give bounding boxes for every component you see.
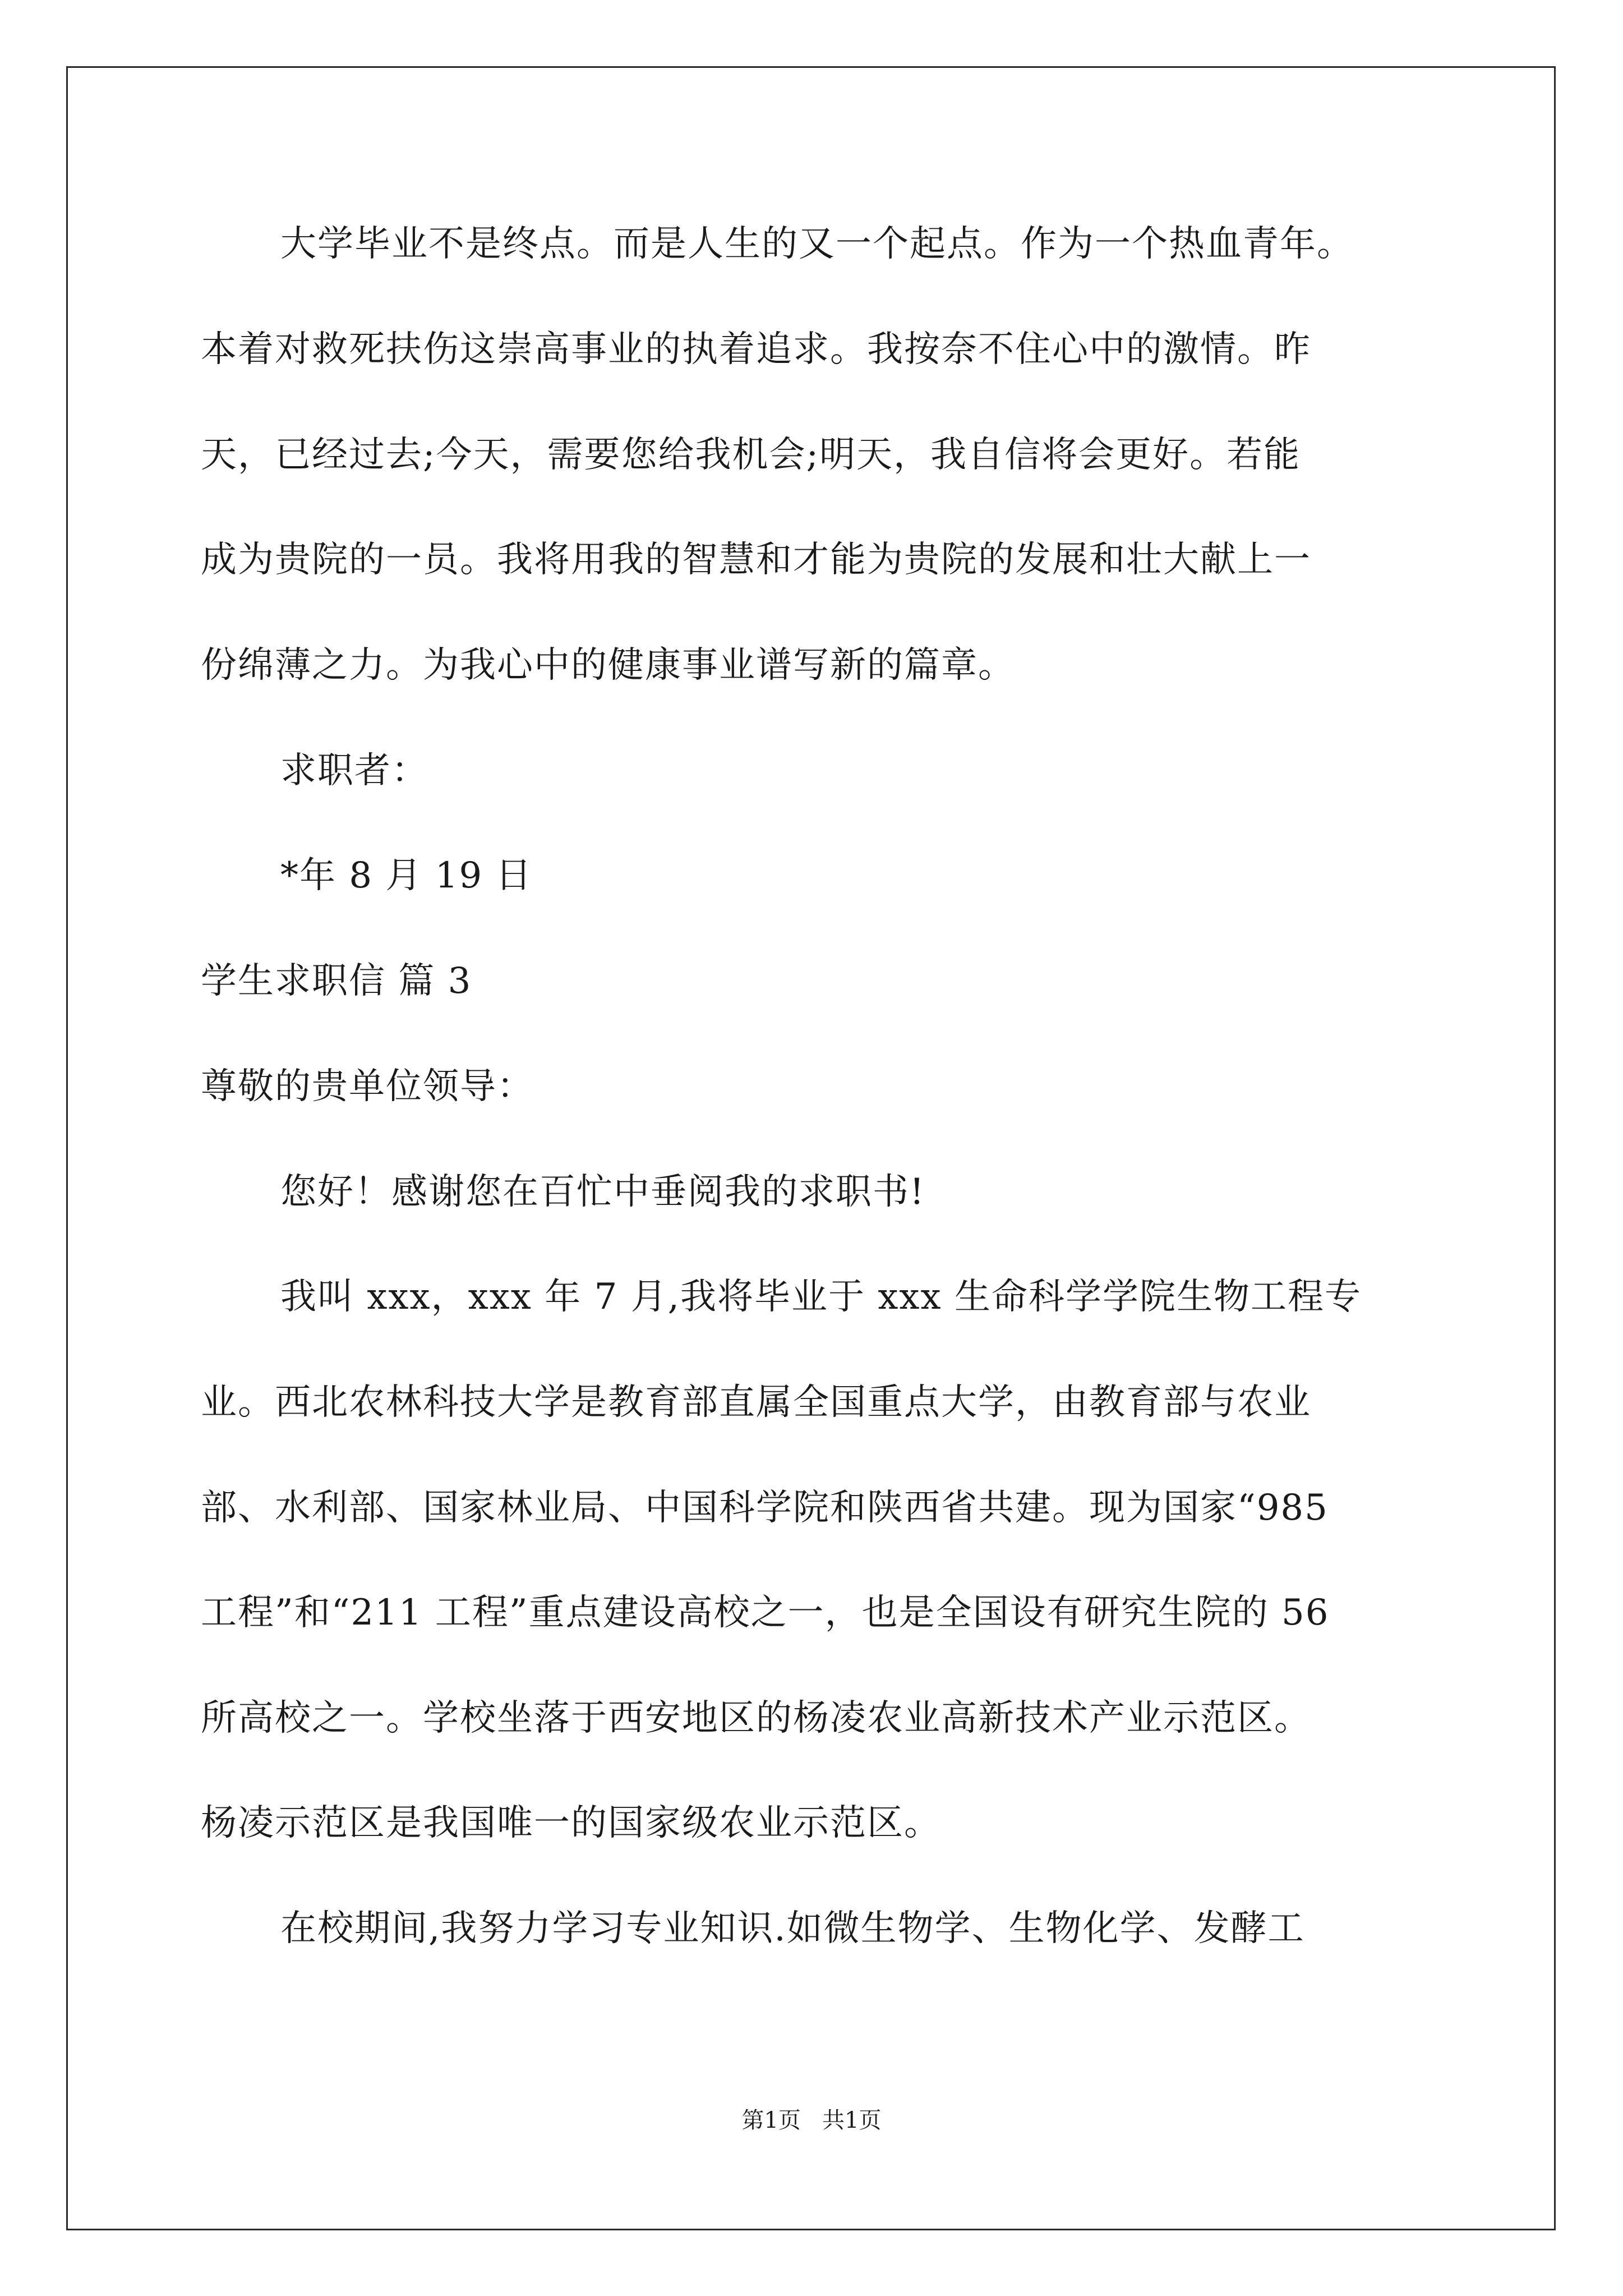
paragraph-line: 本着对救死扶伤这崇高事业的执着追求。我按奈不住心中的激情。昨 xyxy=(201,329,1311,370)
paragraph-line: 部、水利部、国家林业局、中国科学院和陕西省共建。现为国家“985 xyxy=(201,1487,1329,1529)
page-number-footer: 第1页 共1页 xyxy=(741,2108,882,2133)
salutation: 尊敬的贵单位领导： xyxy=(201,1066,534,1107)
paragraph-line: 业。西北农林科技大学是教育部直属全国重点大学，由教育部与农业 xyxy=(201,1382,1311,1423)
paragraph-line: 天，已经过去;今天，需要您给我机会;明天，我自信将会更好。若能 xyxy=(201,434,1301,476)
paragraph-line: 我叫 xxx，xxx 年 7 月,我将毕业于 xxx 生命科学学院生物工程专 xyxy=(280,1276,1362,1318)
signature-label: 求职者： xyxy=(280,750,428,792)
paragraph-line: 杨凌示范区是我国唯一的国家级农业示范区。 xyxy=(201,1802,941,1844)
signature-date: *年 8 月 19 日 xyxy=(280,855,533,896)
greeting-line: 您好！感谢您在百忙中垂阅我的求职书! xyxy=(280,1171,925,1213)
paragraph-line: 成为贵院的一员。我将用我的智慧和才能为贵院的发展和壮大献上一 xyxy=(201,539,1311,581)
paragraph-line: 工程”和“211 工程”重点建设高校之一，也是全国设有研究生院的 56 xyxy=(201,1592,1330,1634)
paragraph-line: 在校期间,我努力学习专业知识.如微生物学、生物化学、发酵工 xyxy=(280,1908,1305,1949)
paragraph-line: 所高校之一。学校坐落于西安地区的杨凌农业高新技术产业示范区。 xyxy=(201,1697,1311,1739)
paragraph-line: 份绵薄之力。为我心中的健康事业谱写新的篇章。 xyxy=(201,645,1015,686)
section-heading: 学生求职信 篇 3 xyxy=(201,960,472,1002)
paragraph-line: 大学毕业不是终点。而是人生的又一个起点。作为一个热血青年。 xyxy=(280,223,1354,265)
